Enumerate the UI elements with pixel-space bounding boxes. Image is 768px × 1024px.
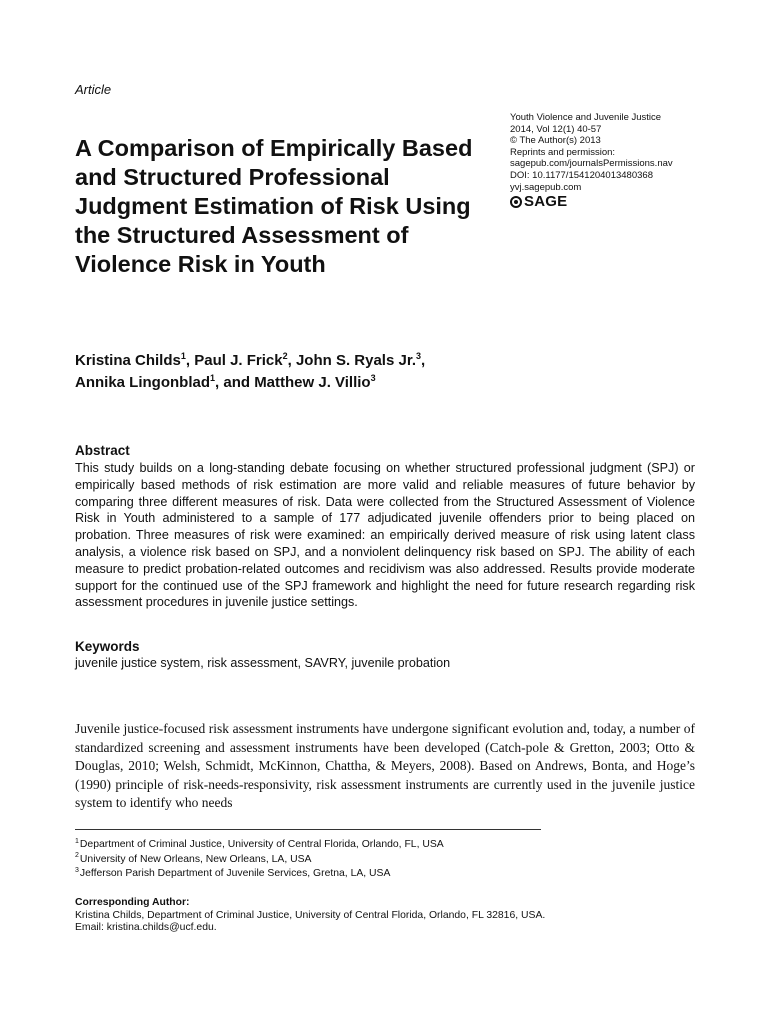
author-affiliation-mark: 3 <box>416 351 422 361</box>
journal-site-link[interactable]: yvj.sagepub.com <box>510 181 582 193</box>
journal-volume: 2014, Vol 12(1) 40-57 <box>510 123 602 135</box>
body-paragraph: Juvenile justice-focused risk assessment instruments have undergone significant evolution and, today, a number of standardized screening and assessment instruments have been developed (Catch-pole & Gretton, 2003; Otto & Douglas, 2010; Welsh, Schmidt, McKinnon, Chattha, & Meyers, 2008). Based on Andrews, Bonta, and Hoge’s (1990) principle of risk-needs-responsivity, risk assessment instruments are currently used in the juvenile justice system to identify who needs <box>75 721 695 810</box>
author-separator: , <box>421 352 426 369</box>
affiliation-number: 2 <box>75 852 79 860</box>
affiliation-number: 3 <box>75 866 79 874</box>
author-affiliation-mark: 2 <box>282 351 288 361</box>
sage-logo-icon <box>510 196 522 208</box>
author-affiliation-mark: 1 <box>180 351 186 361</box>
affiliation-item <box>75 867 715 882</box>
abstract-heading: Abstract <box>75 443 130 458</box>
corresponding-author-email[interactable]: Email: kristina.childs@ucf.edu. <box>75 922 217 934</box>
author: Kristina Childs <box>75 352 181 369</box>
sage-logo <box>510 193 750 211</box>
journal-info <box>510 112 750 211</box>
author-separator: , and <box>215 374 255 391</box>
corresponding-author <box>75 897 715 935</box>
keywords-text: juvenile justice system, risk assessment, SAVRY, juvenile probation <box>75 656 451 670</box>
journal-name: Youth Violence and Juvenile Justice <box>510 112 662 123</box>
article-type-label: Article <box>75 82 112 97</box>
author: Paul J. Frick <box>194 352 283 369</box>
sage-logo-text: SAGE <box>524 193 568 211</box>
corresponding-author-address: Kristina Childs, Department of Criminal Justice, University of Central Florida, Orlando, FL 32816, USA. <box>75 909 546 921</box>
corresponding-author-heading: Corresponding Author: <box>75 897 190 908</box>
affiliation-text: University of New Orleans, New Orleans, LA, USA <box>79 853 312 865</box>
author: John S. Ryals Jr. <box>295 352 417 369</box>
author-affiliation-mark: 3 <box>370 373 376 383</box>
author-separator: , <box>185 352 195 369</box>
author: Annika Lingonblad <box>75 374 210 391</box>
affiliation-item <box>75 853 715 868</box>
article-title: A Comparison of Empirically Based and Structured Professional Judgment Estimation of Risk Using the Structured Assessment of Violence Risk in Youth <box>75 135 473 277</box>
affiliation-text: Jefferson Parish Department of Juvenile Services, Gretna, LA, USA <box>79 868 391 880</box>
reprints-link[interactable]: sagepub.com/journalsPermissions.nav <box>510 158 673 170</box>
footnote-divider <box>75 829 541 830</box>
keywords-heading: Keywords <box>75 639 140 654</box>
author-separator: , <box>287 352 296 369</box>
affiliation-number: 1 <box>75 837 79 845</box>
reprints-label: Reprints and permission: <box>510 146 616 158</box>
affiliation-footnotes <box>75 838 715 882</box>
abstract-text: This study builds on a long-standing debate focusing on whether structured professional judgment (SPJ) or empirically based methods of risk estimation are more valid and reliable measures of future behavior by comparing three different measures of risk. Data were collected from the Structured Assessment of Violence Risk in Youth administered to a sample of 177 adjudicated juvenile offenders prior to being placed on probation. Three measures of risk were examined: an empirically derived measure of risk using latent class analysis, a violence risk based on SPJ, and a nonviolent delinquency risk based on SPJ. The ability of each measure to predict probation-related outcomes and recidivism was also addressed. Results provide moderate support for the continued use of the SPJ framework and highlight the need for future research regarding risk assessment procedures in juvenile justice settings. <box>75 461 695 610</box>
author: Matthew J. Villio <box>254 374 371 391</box>
author-affiliation-mark: 1 <box>210 373 216 383</box>
doi[interactable]: DOI: 10.1177/1541204013480368 <box>510 169 653 181</box>
affiliation-item <box>75 838 715 853</box>
copyright-notice: © The Author(s) 2013 <box>510 135 601 147</box>
affiliation-text: Department of Criminal Justice, University of Central Florida, Orlando, FL, USA <box>79 839 444 850</box>
author-list <box>75 350 635 394</box>
